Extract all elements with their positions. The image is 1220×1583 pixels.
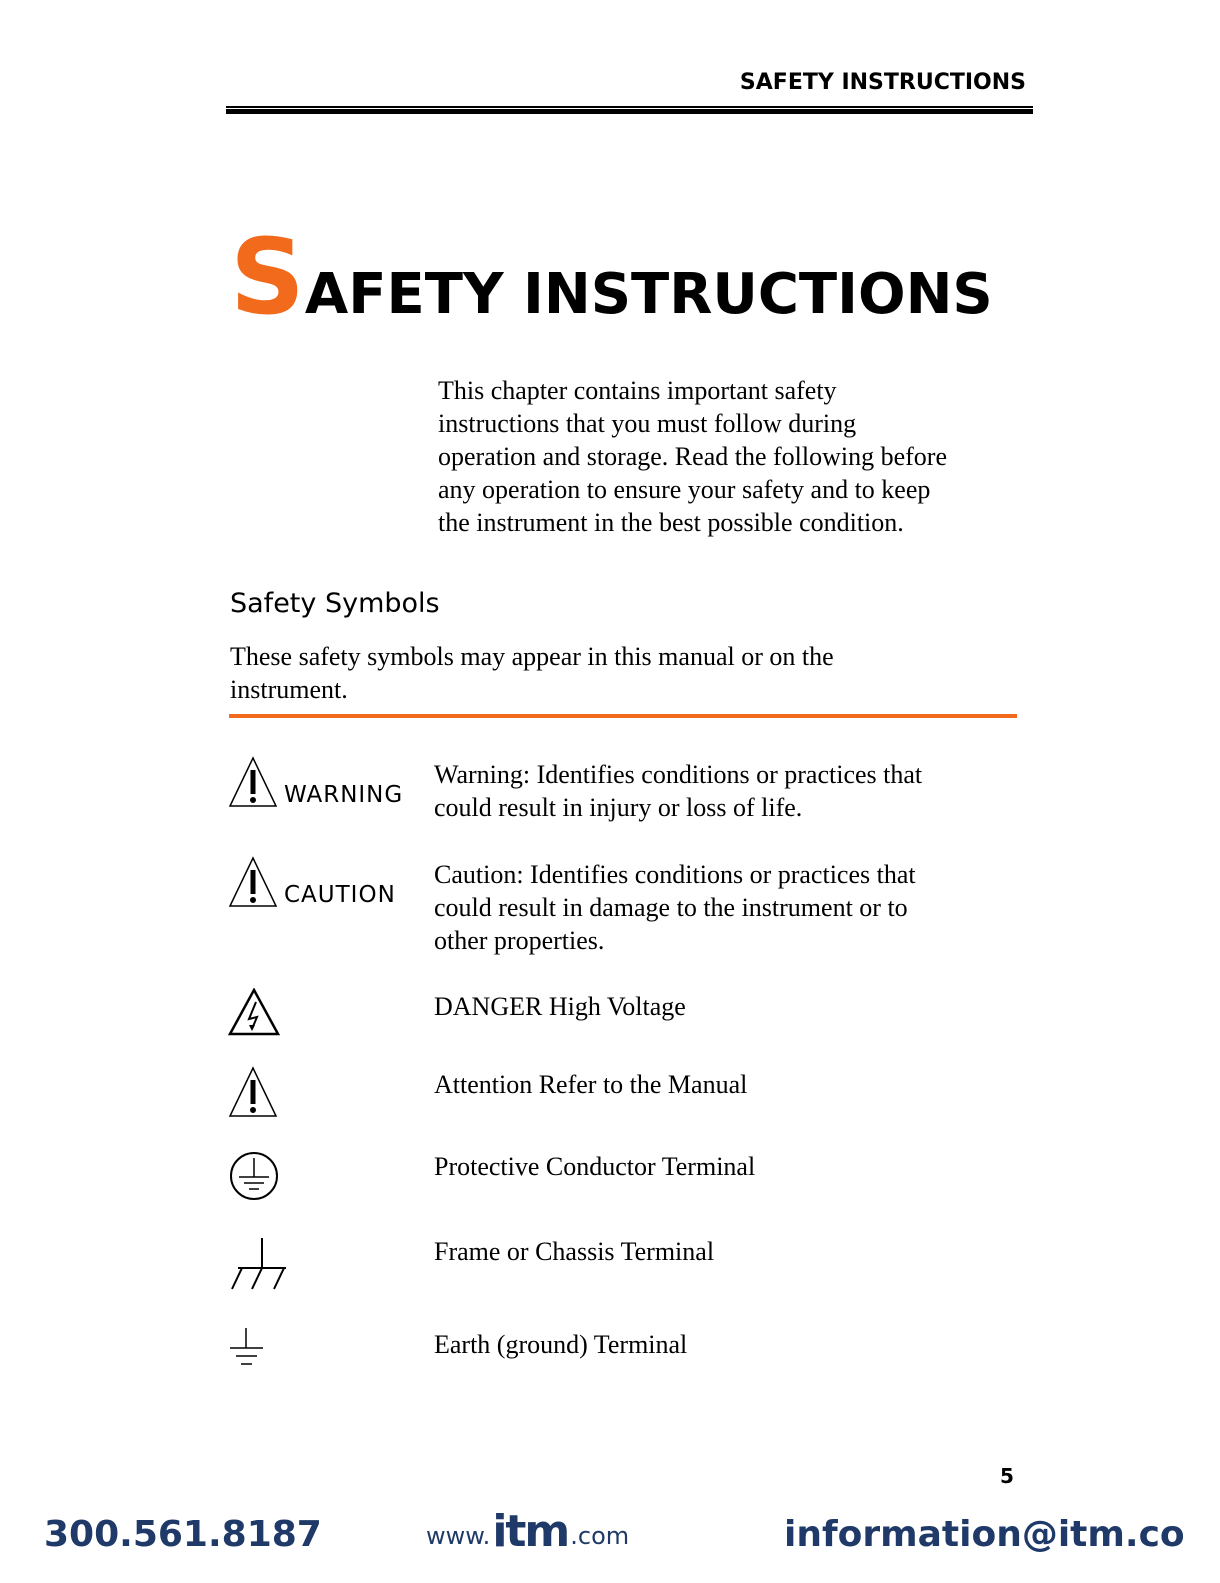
chassis-terminal-description xyxy=(434,1235,1014,1268)
chapter-title-initial: S xyxy=(230,216,305,338)
chassis-terminal-icon xyxy=(228,1236,288,1292)
earth-ground-description xyxy=(434,1328,1014,1361)
symbol-desc-line: Warning: Identifies conditions or practices that xyxy=(434,760,923,789)
symbol-desc-line: Caution: Identifies conditions or practices that xyxy=(434,860,916,889)
chapter-intro xyxy=(438,374,1018,539)
symbol-desc-line: could result in injury or loss of life. xyxy=(434,793,803,822)
header-rule-thin xyxy=(226,106,1033,108)
header-rule-thick xyxy=(226,109,1033,114)
symbol-desc-line: Earth (ground) Terminal xyxy=(434,1330,688,1359)
caution-triangle-icon xyxy=(228,856,278,908)
warning-triangle-icon xyxy=(228,756,278,808)
protective-conductor-description xyxy=(434,1150,1014,1183)
symbol-desc-line: Attention Refer to the Manual xyxy=(434,1070,748,1099)
intro-line: operation and storage. Read the following before xyxy=(438,442,947,471)
symbol-desc-line: DANGER High Voltage xyxy=(434,992,686,1021)
section-text-line: instrument. xyxy=(230,675,348,704)
symbol-desc-line: other properties. xyxy=(434,926,605,955)
intro-line: the instrument in the best possible condition. xyxy=(438,508,904,537)
section-text-line: These safety symbols may appear in this manual or on the xyxy=(230,642,834,671)
page-number: 5 xyxy=(1000,1464,1014,1488)
chapter-title-rest: AFETY INSTRUCTIONS xyxy=(304,262,993,327)
footer-site-suffix: .com xyxy=(570,1522,630,1550)
caution-description xyxy=(434,858,1014,957)
attention-icon xyxy=(228,1066,278,1118)
symbol-desc-line: could result in damage to the instrument or to xyxy=(434,893,908,922)
symbol-desc-line: Frame or Chassis Terminal xyxy=(434,1237,715,1266)
protective-conductor-icon xyxy=(228,1150,280,1202)
earth-ground-icon xyxy=(228,1326,268,1368)
warning-description xyxy=(434,758,1014,824)
symbol-desc-line: Protective Conductor Terminal xyxy=(434,1152,756,1181)
footer-phone[interactable]: 300.561.8187 xyxy=(44,1514,322,1555)
section-heading: Safety Symbols xyxy=(230,588,440,619)
section-divider xyxy=(229,714,1017,718)
section-text xyxy=(230,640,950,706)
high-voltage-icon xyxy=(228,988,280,1036)
intro-line: any operation to ensure your safety and to keep xyxy=(438,475,931,504)
itm-logo: itm xyxy=(492,1506,569,1557)
footer-site-prefix: www. xyxy=(426,1522,491,1550)
intro-line: instructions that you must follow during xyxy=(438,409,857,438)
attention-description xyxy=(434,1068,1014,1101)
high-voltage-description xyxy=(434,990,1014,1023)
warning-label: WARNING xyxy=(284,782,404,808)
running-header: SAFETY INSTRUCTIONS xyxy=(739,70,1026,95)
chapter-title xyxy=(230,216,993,350)
footer-email[interactable]: information@itm.co xyxy=(784,1514,1185,1555)
caution-label: CAUTION xyxy=(284,882,396,908)
intro-line: This chapter contains important safety xyxy=(438,376,837,405)
footer-website[interactable] xyxy=(426,1506,630,1557)
